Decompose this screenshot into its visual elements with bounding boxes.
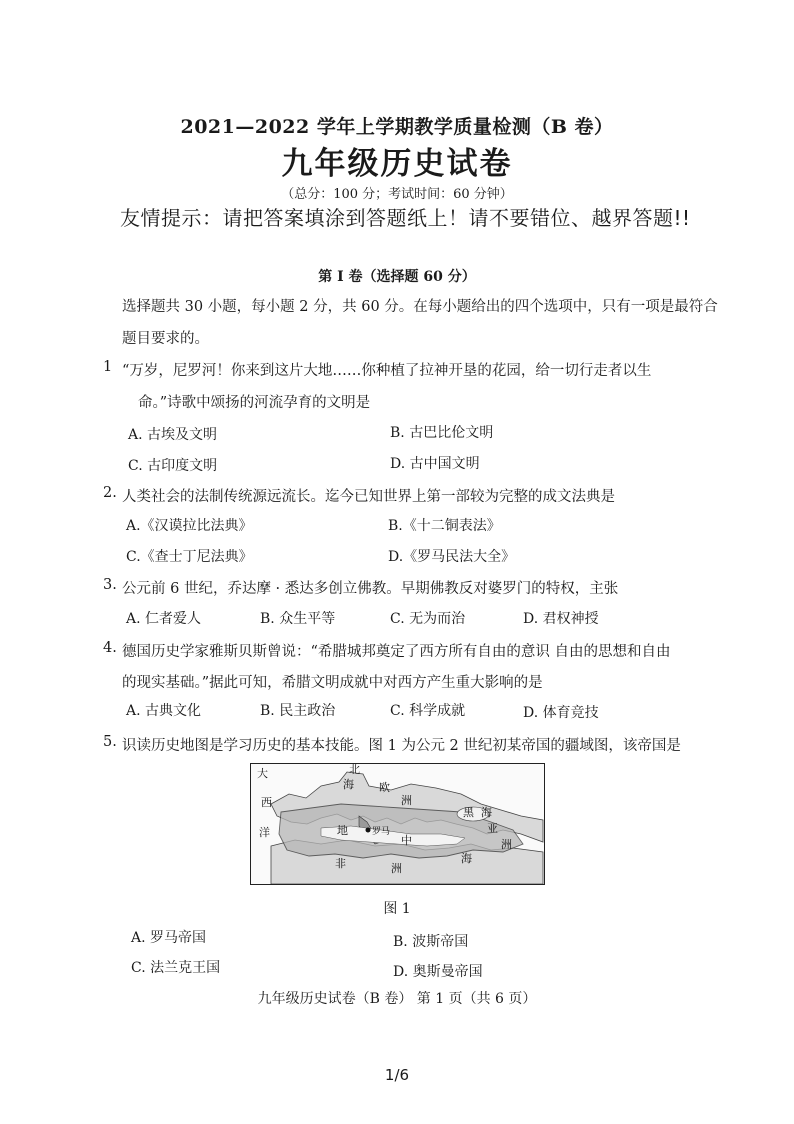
map-label-zhou-asia: 洲 bbox=[501, 838, 512, 851]
map-label-da: 大 bbox=[257, 767, 268, 780]
friendly-tip: 友情提示：请把答案填涂到答题纸上！请不要错位、越界答题!! bbox=[120, 206, 691, 230]
question-1-option-c: C. 古印度文明 bbox=[128, 458, 218, 474]
map-label-hei: 黑 bbox=[463, 806, 474, 819]
map-label-hai-med: 海 bbox=[461, 852, 472, 865]
figure-1-caption: 图 1 bbox=[383, 901, 411, 917]
map-label-zhou-europe: 洲 bbox=[401, 794, 412, 807]
map-label-rome: 罗马 bbox=[372, 827, 391, 837]
instruction-line-1: 选择题共 30 小题，每小题 2 分，共 60 分。在每小题给出的四个选项中，只有一项是最符合 bbox=[122, 299, 718, 315]
question-3-option-a: A. 仁者爱人 bbox=[126, 611, 202, 627]
map-label-di: 地 bbox=[337, 824, 348, 837]
question-4-option-d: D. 体育竞技 bbox=[523, 705, 599, 721]
instruction-line-2: 题目要求的。 bbox=[122, 331, 209, 347]
map-drawing bbox=[251, 764, 544, 884]
map-label-xi: 西 bbox=[261, 796, 272, 809]
page-indicator: 1/6 bbox=[384, 1066, 410, 1084]
map-label-bei: 北 bbox=[349, 764, 360, 776]
page-footer: 九年级历史试卷（B 卷） 第 1 页（共 6 页） bbox=[257, 991, 537, 1007]
question-3-number: 3. bbox=[103, 577, 117, 593]
question-3-option-d: D. 君权神授 bbox=[523, 611, 599, 627]
question-3-line-1: 公元前 6 世纪，乔达摩 · 悉达多创立佛教。早期佛教反对婆罗门的特权，主张 bbox=[122, 581, 619, 597]
question-5-option-a: A. 罗马帝国 bbox=[131, 930, 207, 946]
map-label-hai-north: 海 bbox=[343, 778, 354, 791]
question-4-line-1: 德国历史学家雅斯贝斯曾说：“希腊城邦奠定了西方所有自由的意识 自由的思想和自由 bbox=[122, 644, 671, 660]
question-1-option-b: B. 古巴比伦文明 bbox=[390, 425, 494, 441]
map-label-ya: 亚 bbox=[487, 822, 498, 835]
question-1-line-2: 命。”诗歌中颂扬的河流孕育的文明是 bbox=[138, 395, 371, 411]
exam-meta: （总分：100 分；考试时间：60 分钟） bbox=[281, 187, 513, 202]
question-3-option-b: B. 众生平等 bbox=[260, 611, 336, 627]
rome-marker bbox=[366, 828, 371, 833]
map-label-zhou-africa: 洲 bbox=[391, 862, 402, 875]
question-5-option-b: B. 波斯帝国 bbox=[393, 934, 469, 950]
question-4-option-a: A. 古典文化 bbox=[126, 703, 202, 719]
question-5-line-1: 识读历史地图是学习历史的基本技能。图 1 为公元 2 世纪初某帝国的疆域图，该帝国是 bbox=[122, 738, 681, 754]
question-2-option-b: B.《十二铜表法》 bbox=[388, 518, 501, 534]
question-5-option-c: C. 法兰克王国 bbox=[131, 960, 221, 976]
question-1-option-d: D. 古中国文明 bbox=[390, 456, 480, 472]
question-1-number: 1 bbox=[103, 359, 113, 375]
question-4-option-b: B. 民主政治 bbox=[260, 703, 336, 719]
map-label-fei: 非 bbox=[335, 857, 346, 870]
question-5-option-d: D. 奥斯曼帝国 bbox=[393, 964, 483, 980]
question-5-number: 5. bbox=[103, 734, 117, 750]
question-2-line-1: 人类社会的法制传统源远流长。迄今已知世界上第一部较为完整的成文法典是 bbox=[122, 489, 615, 505]
question-2-option-c: C.《查士丁尼法典》 bbox=[126, 549, 253, 565]
question-4-option-c: C. 科学成就 bbox=[390, 703, 466, 719]
question-4-line-2: 的现实基础。”据此可知，希腊文明成就中对西方产生重大影响的是 bbox=[122, 675, 543, 691]
question-2-number: 2. bbox=[103, 485, 117, 501]
map-label-zhong: 中 bbox=[401, 834, 412, 847]
map-label-hai-black: 海 bbox=[481, 806, 492, 819]
section-title: 第 I 卷（选择题 60 分） bbox=[318, 269, 476, 285]
question-1-line-1: “万岁，尼罗河！你来到这片大地……你种植了拉神开垦的花园，给一切行走者以生 bbox=[122, 363, 652, 379]
exam-title: 2021—2022 学年上学期教学质量检测（B 卷） bbox=[180, 116, 614, 138]
map-label-ou: 欧 bbox=[379, 781, 390, 794]
question-1-option-a: A. 古埃及文明 bbox=[128, 427, 218, 443]
question-4-number: 4. bbox=[103, 640, 117, 656]
question-2-option-d: D.《罗马民法大全》 bbox=[388, 549, 516, 565]
subject-title: 九年级历史试卷 bbox=[281, 146, 513, 182]
question-2-option-a: A.《汉谟拉比法典》 bbox=[126, 518, 253, 534]
question-3-option-c: C. 无为而治 bbox=[390, 611, 466, 627]
map-label-yang: 洋 bbox=[259, 826, 270, 839]
roman-empire-map bbox=[250, 763, 545, 885]
